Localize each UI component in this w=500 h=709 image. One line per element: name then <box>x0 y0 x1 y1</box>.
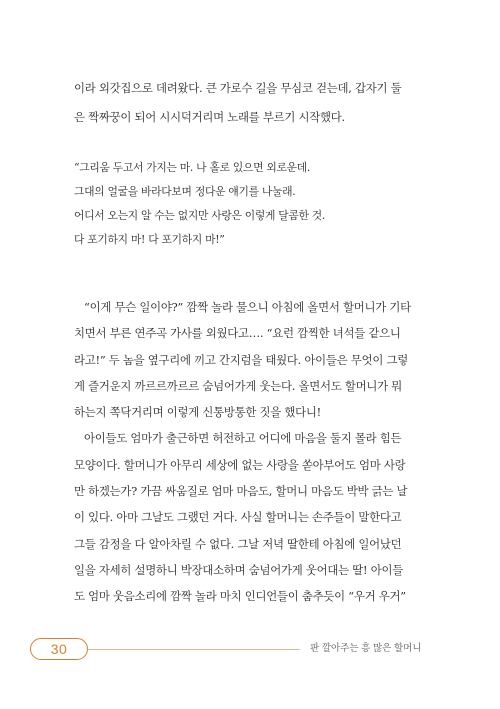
running-head: 판 깔아주는 흥 많은 할머니 <box>310 643 422 654</box>
text-line: 일을 자세히 설명하니 박장대소하며 숨넘어가게 웃어대는 딸! 아이들 <box>74 562 404 577</box>
page-footer <box>0 638 500 664</box>
quote-line: 어디서 오는지 알 수는 없지만 사랑은 이렇게 달콤한 것. <box>74 209 326 222</box>
text-line: 이 있다. 아마 그날도 그랬던 거다. 사실 할머니는 손주들이 말한다고 <box>74 510 402 525</box>
text-line: 이라 외갓집으로 데려왔다. 큰 가로수 길을 무심코 걷는데, 갑자기 둘 <box>74 81 402 95</box>
page-number: 30 <box>30 638 88 660</box>
text-line: 하는지 쪽닥거리며 이렇게 신통방통한 짓을 했다니! <box>74 405 322 420</box>
quote-line: 다 포기하지 마! 다 포기하지 마!” <box>74 233 225 246</box>
text-line: 게 즐거운지 까르르까르르 숨넘어가게 웃는다. 올면서도 할머니가 뭐 <box>74 378 403 393</box>
text-line: 치면서 부른 연주곡 가사를 외웠다고…. “요런 깜찍한 녀석들 같으니 <box>74 326 401 341</box>
quote-line: 그대의 얼굴을 바라다보며 정다운 얘기를 나눌래. <box>74 185 296 198</box>
text-line: 도 엄마 웃음소리에 깜짝 놀라 마치 인디언들이 춤추듯이 “우거 우거” <box>74 589 406 604</box>
text-line: 만 하겠는가? 가끔 싸움질로 엄마 마음도, 할머니 마음도 박박 긁는 날 <box>74 484 408 499</box>
text-line: 라고!” 두 놈을 옆구리에 끼고 간지럼을 태웠다. 아이들은 무엇이 그렇 <box>74 352 408 367</box>
intro-paragraph <box>74 74 434 132</box>
quote-line: “그리움 두고서 가지는 마. 나 홀로 있으면 외로운데. <box>74 161 311 174</box>
footer-divider <box>88 649 300 650</box>
text-line: “이게 무슨 일이야?” 깜짝 놀라 물으니 아침에 올면서 할머니가 기타 <box>84 300 411 314</box>
text-line: 아이들도 엄마가 출근하면 허전하고 어디에 마음을 둘지 몰라 힘든 <box>84 431 402 446</box>
body-paragraphs <box>74 294 434 610</box>
text-line: 그들 감정을 다 알아차릴 수 없다. 그날 저녁 딸한테 아침에 일어났던 <box>74 536 402 551</box>
text-line: 모양이다. 할머니가 아무리 세상에 없는 사랑을 쏟아부어도 엄마 사랑 <box>74 457 406 472</box>
song-lyrics-quote <box>74 156 434 252</box>
text-line: 은 짝짜꿍이 되어 시시덕거리며 노래를 부르기 시작했다. <box>74 110 345 124</box>
